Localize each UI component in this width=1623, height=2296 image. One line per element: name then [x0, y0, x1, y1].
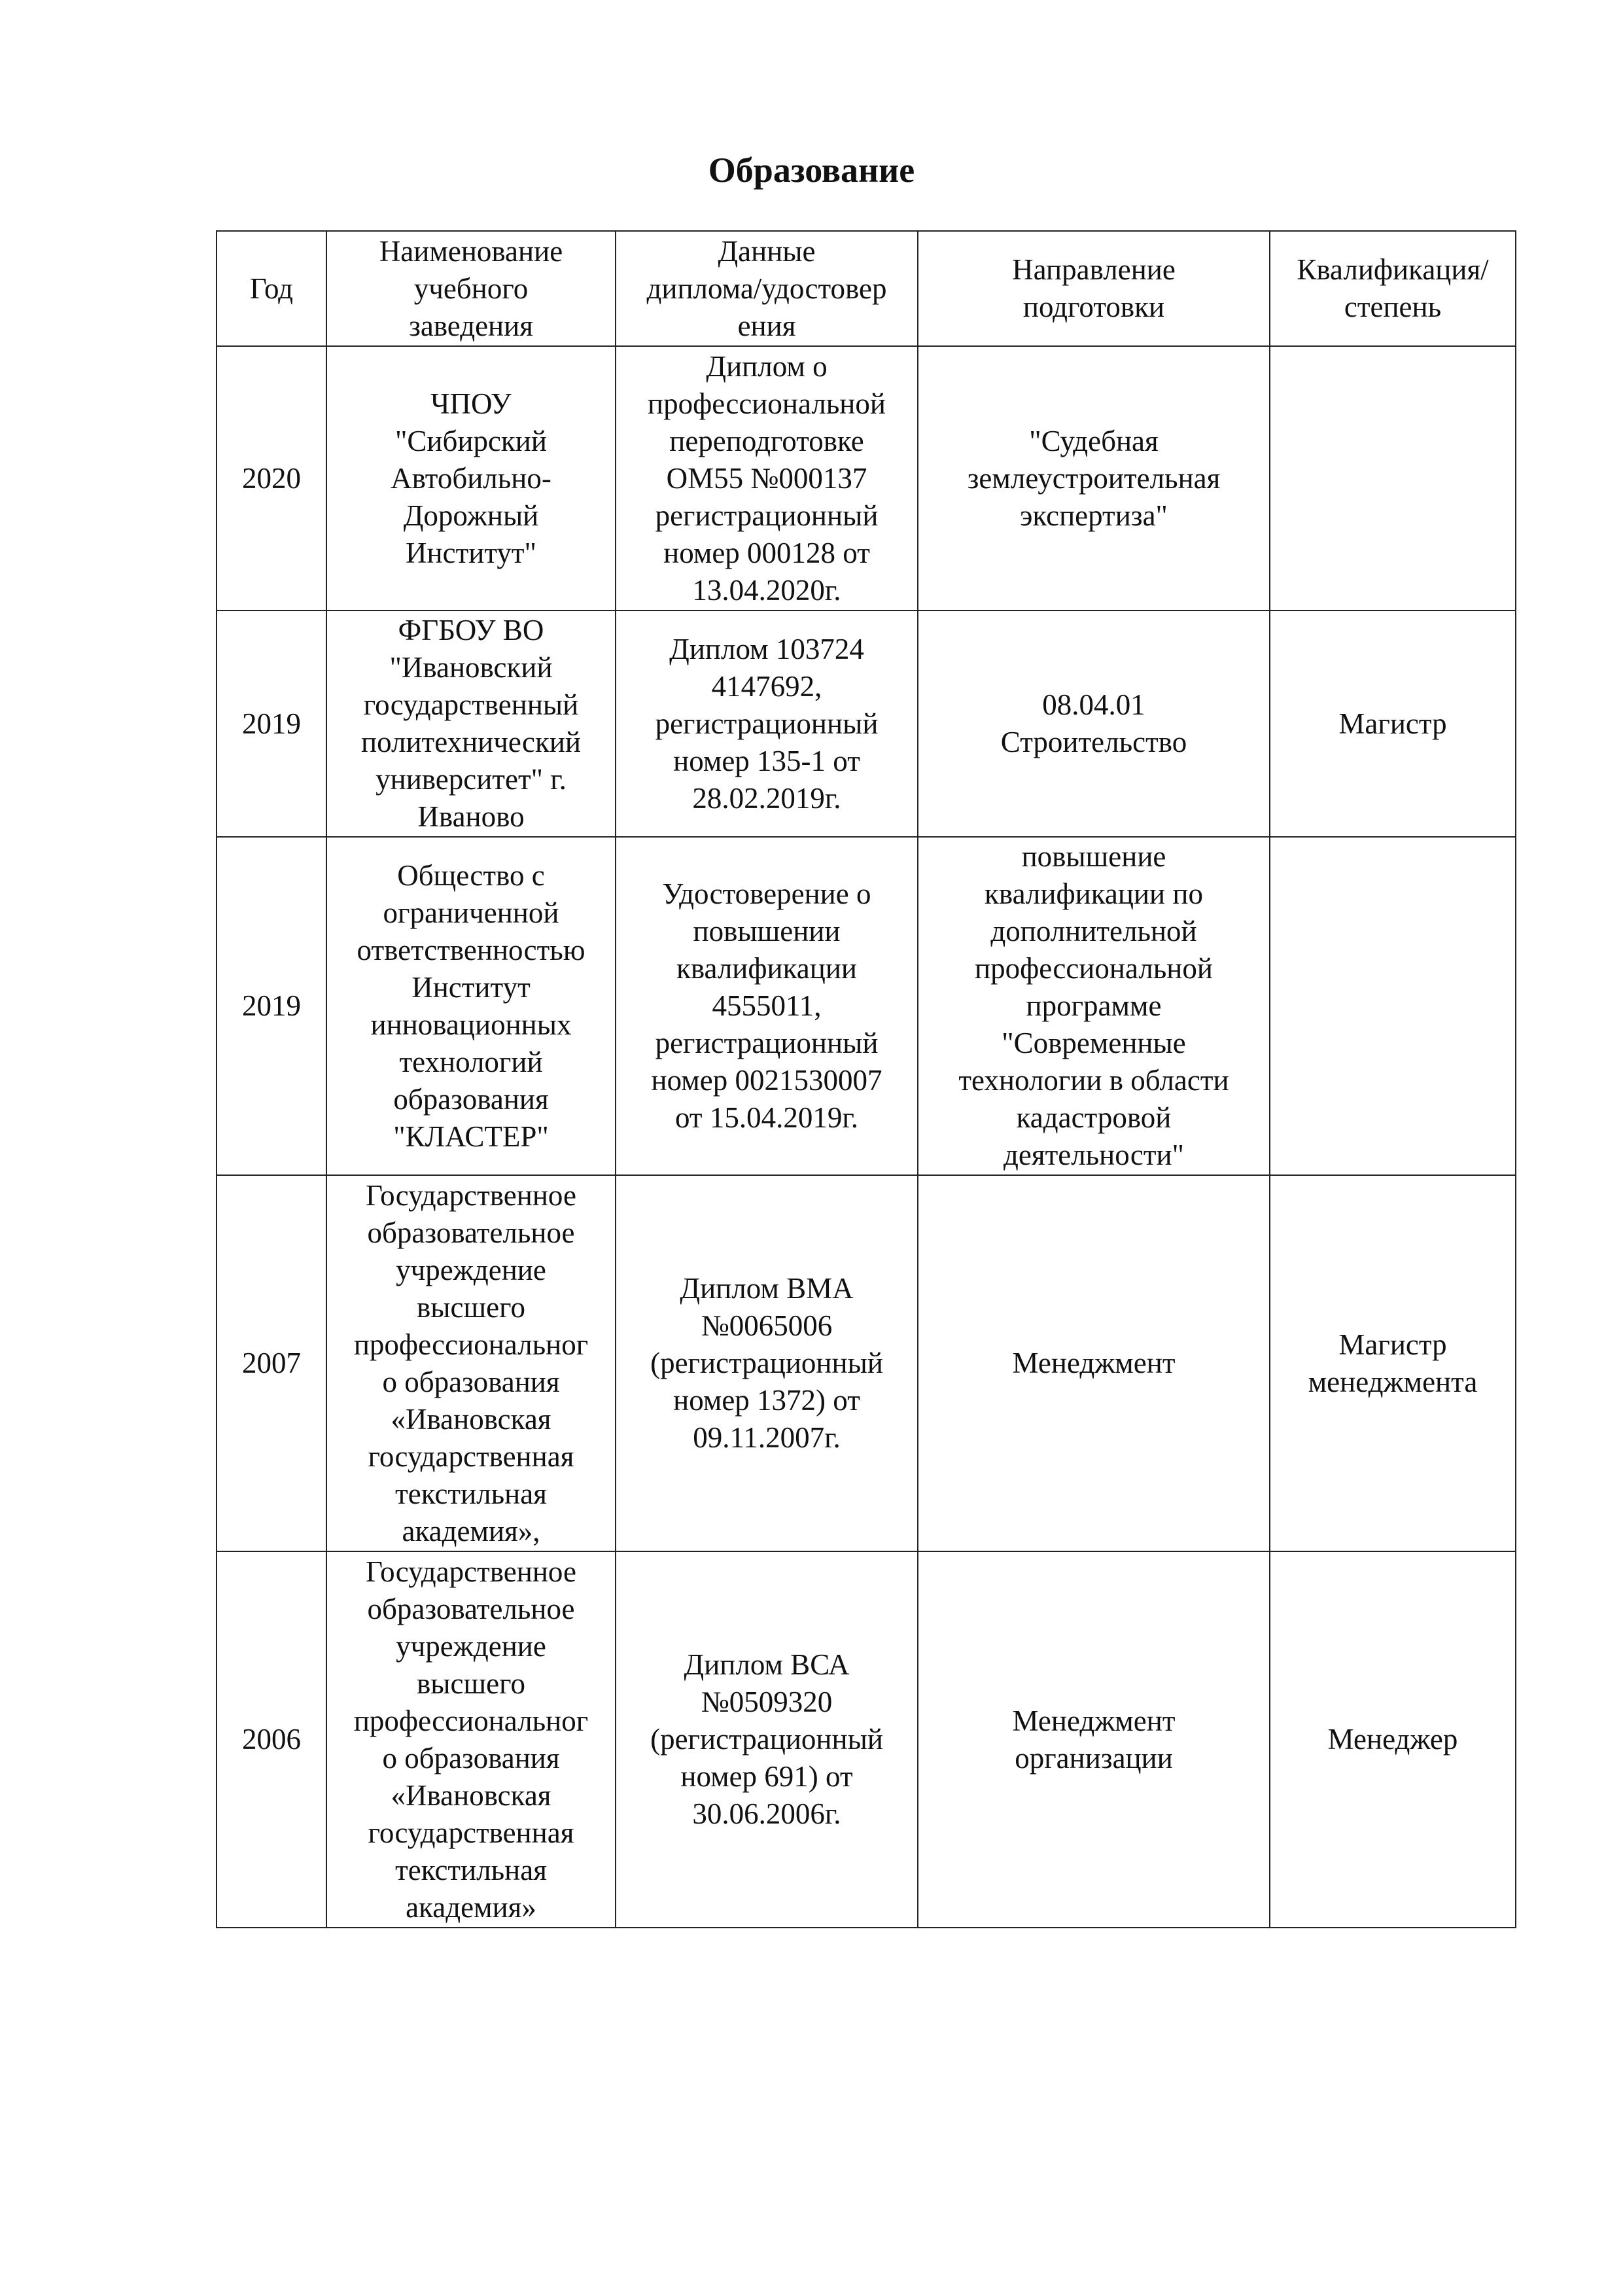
cell-year — [217, 1551, 326, 1928]
diploma-value: Удостоверение о повышении квалификации 4555011, регистрационный номер 0021530007 от 15.04.2019г. — [651, 877, 882, 1134]
education-table — [216, 230, 1516, 1928]
qualification-value: Менеджер — [1327, 1723, 1458, 1756]
cell-diploma — [616, 1551, 918, 1928]
table-row — [217, 1551, 1516, 1928]
cell-direction — [918, 610, 1270, 837]
direction-value: повышение квалификации по дополнительной профессиональной программе "Современные технологии в области кадастровой деятельности" — [958, 840, 1229, 1171]
cell-year — [217, 837, 326, 1175]
cell-qualification — [1270, 1175, 1516, 1551]
table-row — [217, 837, 1516, 1175]
header-diploma — [616, 231, 918, 346]
year-value: 2006 — [242, 1723, 301, 1756]
cell-diploma — [616, 837, 918, 1175]
year-value: 2020 — [242, 461, 301, 495]
year-value: 2019 — [242, 707, 301, 740]
cell-institution — [326, 610, 616, 837]
table-row — [217, 610, 1516, 837]
header-institution — [326, 231, 616, 346]
cell-direction — [918, 1551, 1270, 1928]
cell-qualification — [1270, 346, 1516, 610]
institution-value: Государственное образовательное учреждение высшего профессиональног о образования «Ивановская государственная текстильная академия» — [353, 1555, 589, 1924]
document-title: Образование — [708, 150, 915, 190]
cell-qualification — [1270, 837, 1516, 1175]
cell-diploma — [616, 346, 918, 610]
header-year-label: Год — [249, 272, 294, 305]
institution-value: Общество с ограниченной ответственностью Институт инновационных технологий образования "КЛАСТЕР" — [357, 858, 585, 1153]
header-year — [217, 231, 326, 346]
table-row — [217, 1175, 1516, 1551]
qualification-value: Магистр — [1338, 707, 1447, 740]
cell-direction — [918, 1175, 1270, 1551]
cell-qualification — [1270, 1551, 1516, 1928]
direction-value: "Судебная землеустроительная экспертиза" — [967, 424, 1221, 532]
cell-year — [217, 1175, 326, 1551]
year-value: 2019 — [242, 989, 301, 1022]
cell-institution — [326, 1175, 616, 1551]
diploma-value: Диплом ВМА №0065006 (регистрационный номер 1372) от 09.11.2007г. — [650, 1272, 883, 1454]
table-row — [217, 346, 1516, 610]
cell-qualification — [1270, 610, 1516, 837]
cell-year — [217, 610, 326, 837]
header-direction — [918, 231, 1270, 346]
cell-year — [217, 346, 326, 610]
direction-value: 08.04.01 Строительство — [1000, 688, 1187, 758]
institution-value: ЧПОУ "Сибирский Автобильно- Дорожный Институт" — [391, 387, 551, 569]
cell-diploma — [616, 1175, 918, 1551]
cell-diploma — [616, 610, 918, 837]
diploma-value: Диплом ВСА №0509320 (регистрационный номер 691) от 30.06.2006г. — [650, 1648, 883, 1830]
year-value: 2007 — [242, 1347, 301, 1379]
direction-value: Менеджмент организации — [1012, 1704, 1176, 1775]
cell-direction — [918, 346, 1270, 610]
cell-direction — [918, 837, 1270, 1175]
header-qualification-label: Квалификация/ степень — [1297, 253, 1489, 323]
institution-value: Государственное образовательное учреждение высшего профессиональног о образования «Ивановская государственная текстильная академия», — [353, 1178, 589, 1547]
cell-institution — [326, 837, 616, 1175]
diploma-value: Диплом 103724 4147692, регистрационный номер 135-1 от 28.02.2019г. — [655, 632, 879, 815]
qualification-value: Магистр менеджмента — [1308, 1328, 1478, 1398]
institution-value: ФГБОУ ВО "Ивановский государственный политехнический университет" г. Иваново — [361, 614, 581, 833]
header-diploma-label: Данные диплома/удостовер ения — [646, 234, 887, 342]
header-qualification — [1270, 231, 1516, 346]
direction-value: Менеджмент — [1012, 1347, 1176, 1379]
table-header-row — [217, 231, 1516, 346]
cell-institution — [326, 1551, 616, 1928]
diploma-value: Диплом о профессиональной переподготовке ОМ55 №000137 регистрационный номер 000128 от 13.04.2020г. — [648, 349, 886, 607]
cell-institution — [326, 346, 616, 610]
header-institution-label: Наименование учебного заведения — [379, 234, 563, 342]
header-direction-label: Направление подготовки — [1012, 253, 1176, 323]
